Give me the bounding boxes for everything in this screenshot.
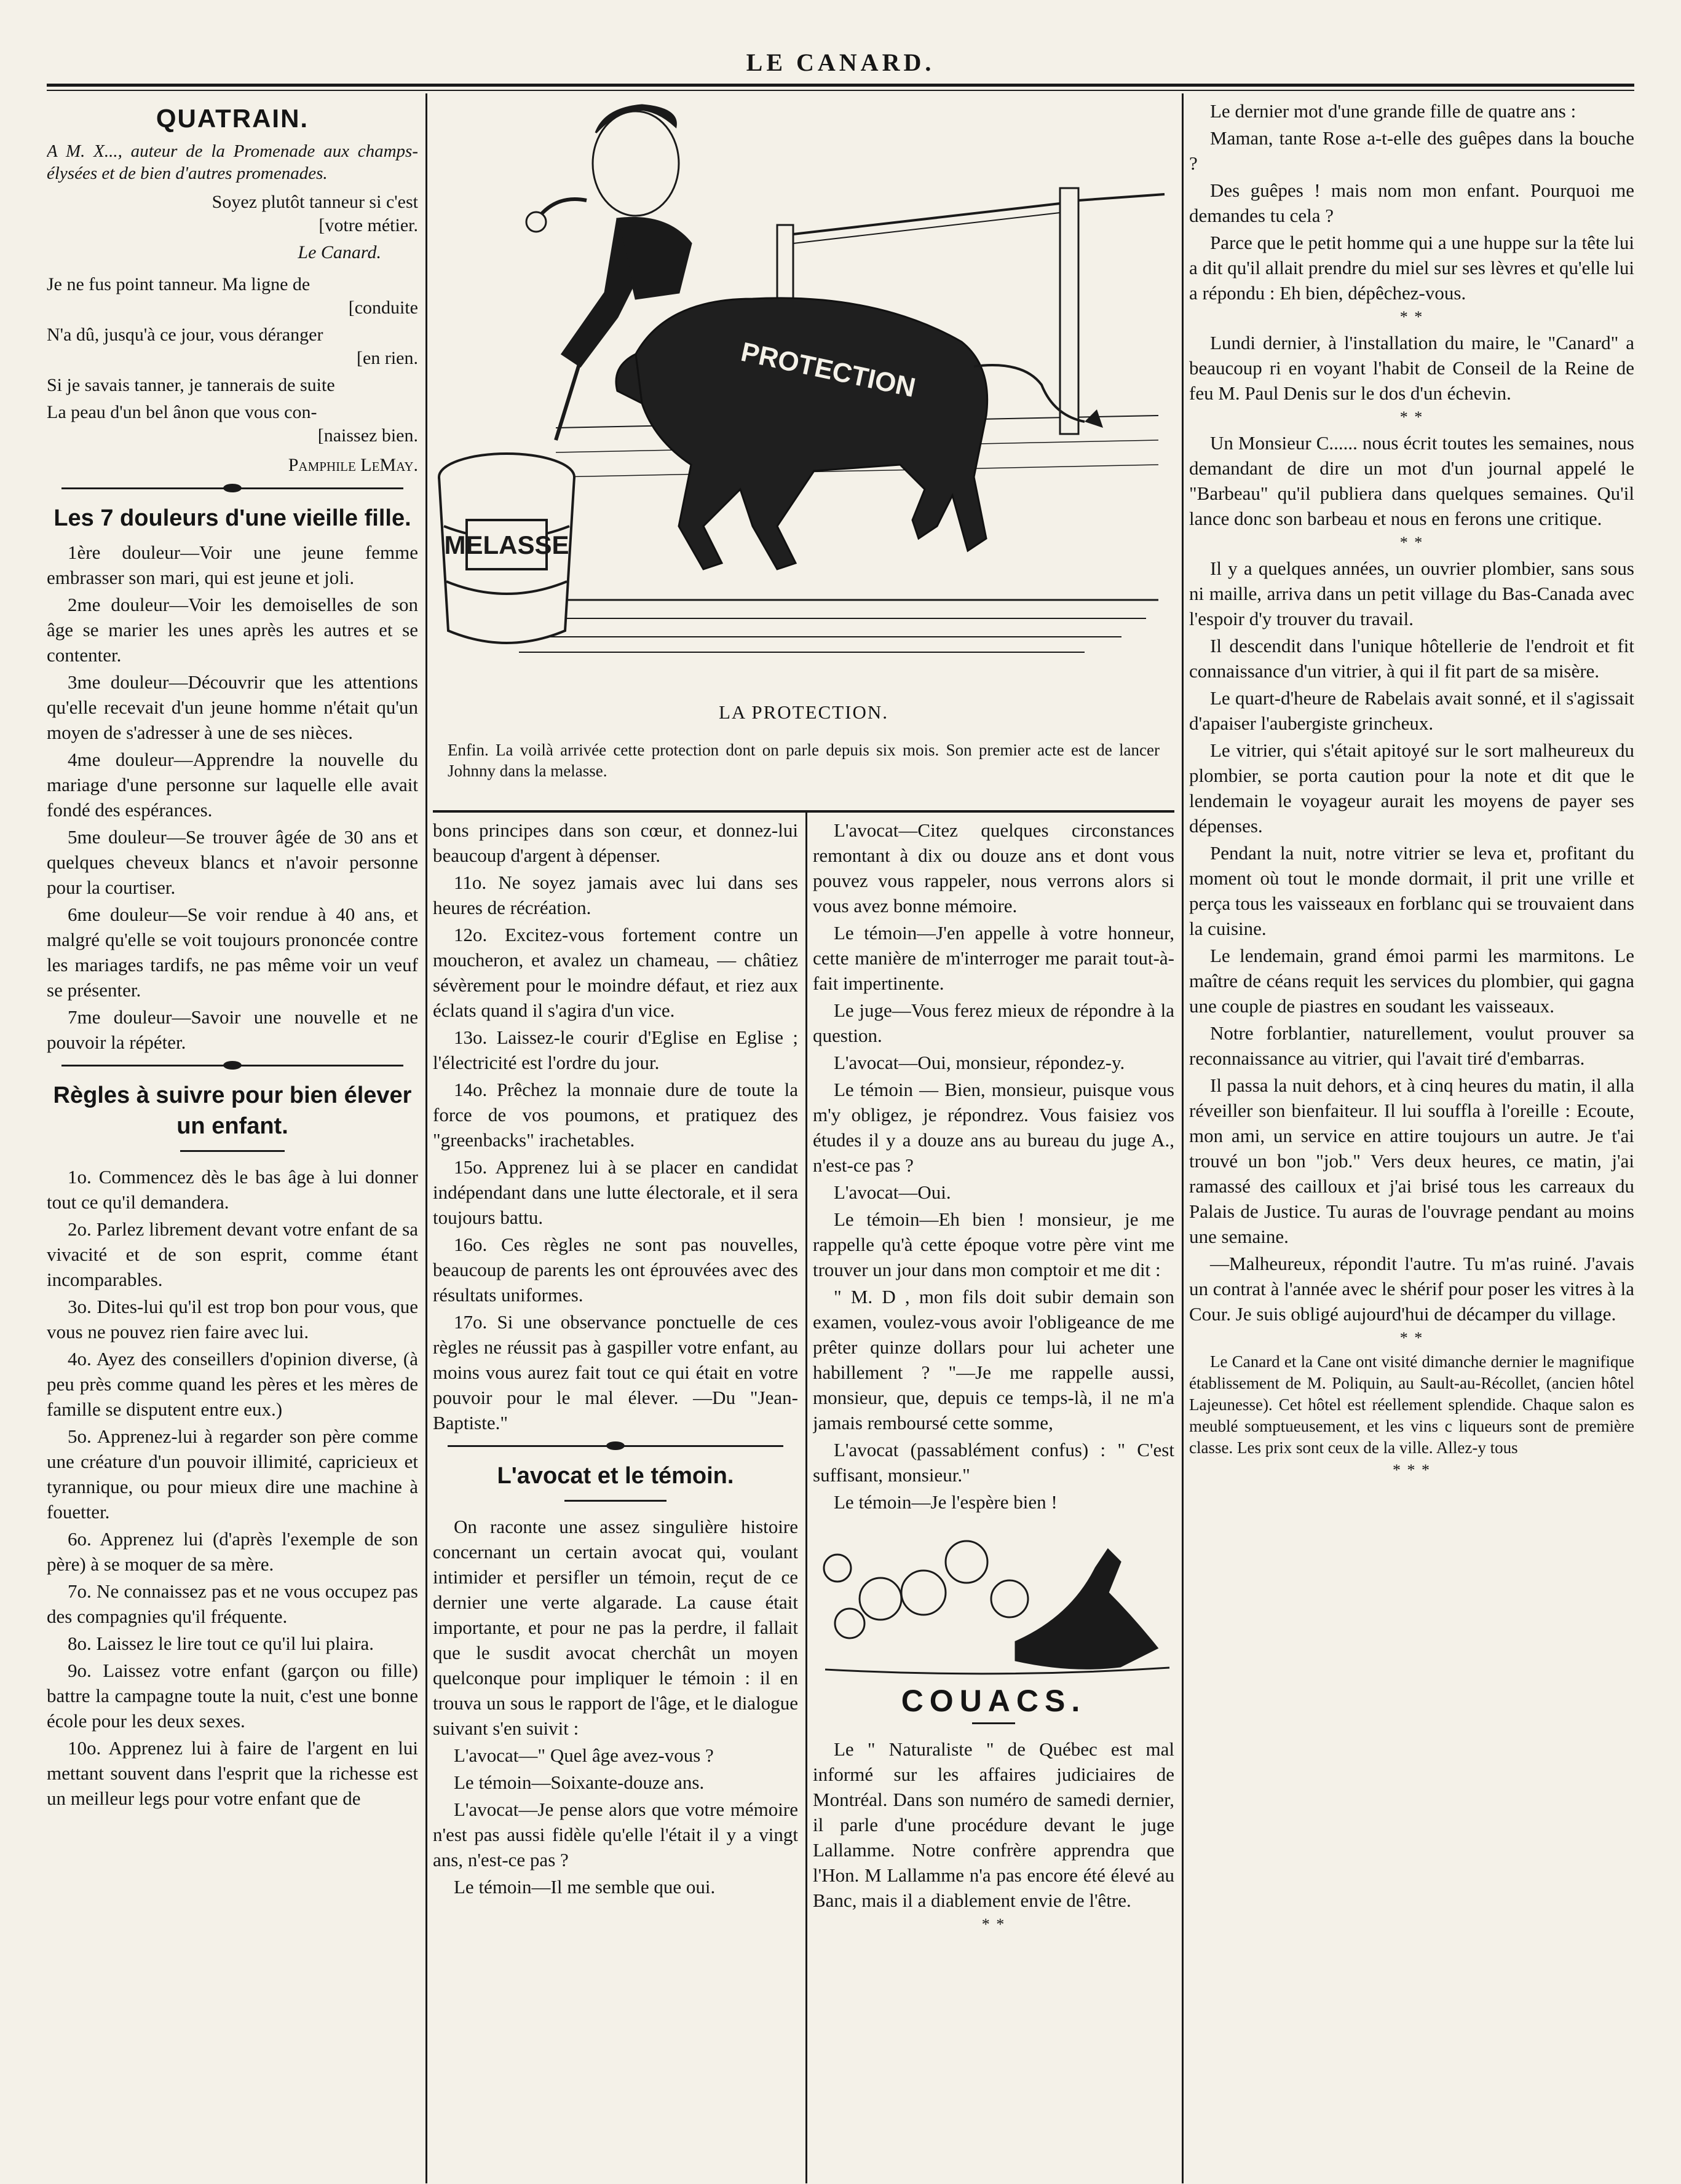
stars-divider: * * [981, 1915, 1006, 1933]
col3-paragraph: Le témoin—J'en appelle à votre honneur, cette manière de m'interroger me parait tout-à-fait impertinente. [813, 922, 1174, 994]
col4-paragraph: —Malheureux, répondit l'autre. Tu m'as ruiné. J'avais un contrat à l'année avec le shérif pour poser les vitres à la Cour. Je suis obligé aujourd'hui de décamper du village. [1189, 1253, 1634, 1325]
cartoon-title: LA PROTECTION. [719, 701, 888, 723]
epigraph-author: Le Canard. [298, 242, 381, 262]
stars-divider: * * * [1393, 1461, 1431, 1479]
col4-paragraph: Des guêpes ! mais nom mon enfant. Pourquoi me demandes tu cela ? [1189, 179, 1634, 226]
regle-item: 7o. Ne connaissez pas et ne vous occupez pas des compagnies qu'il fréquente. [47, 1580, 418, 1627]
col4-paragraph: Il descendit dans l'unique hôtellerie de l'endroit et fit connaissance d'un vitrier, à qui il fit part de sa misère. [1189, 635, 1634, 682]
column-1 [47, 98, 418, 2176]
regle-item: 5o. Apprenez-lui à regarder son père comme une créature d'un pouvoir illimité, capricieux et tyrannique, ou pour mieux dire une machine à fouetter. [47, 1425, 418, 1523]
regle-item: 1o. Commencez dès le bas âge à lui donner tout ce qu'il demandera. [47, 1166, 418, 1213]
avocat-paragraph: L'avocat—Je pense alors que votre mémoire n'est pas aussi fidèle qu'elle l'était il y a vingt ans, n'est-ce pas ? [433, 1799, 798, 1871]
col3-paragraph: L'avocat (passablément confus) : " C'est suffisant, monsieur." [813, 1439, 1174, 1486]
douleur-item: 7me douleur—Savoir une nouvelle et ne pouvoir la répéter. [47, 1006, 418, 1053]
top-rule-thin [47, 90, 1634, 91]
regles-title: Règles à suivre pour bien élever un enfant. [53, 1082, 412, 1139]
couacs-title: COUACS. [901, 1684, 1086, 1718]
regle-item: 4o. Ayez des conseillers d'opinion diverse, (à peu près comme quand les pères et les mères de famille se disputent entre eux.) [47, 1348, 418, 1420]
col4-paragraph: Le dernier mot d'une grande fille de quatre ans : [1210, 100, 1576, 122]
cartoon-caption: Enfin. La voilà arrivée cette protection dont on parle depuis six mois. Son premier acte est de lancer Johnny dans la melasse. [448, 741, 1160, 780]
separator [61, 1065, 403, 1066]
col3-paragraph: L'avocat—Citez quelques circonstances remontant à dix ou douze ans et dont vous pouvez vous rappeler, nous verrons alors si vous avez bonne mémoire. [813, 819, 1174, 917]
avocat-paragraph: Le témoin—Soixante-douze ans. [454, 1772, 705, 1793]
verse-line-2 [47, 323, 418, 370]
col4-paragraph: Le quart-d'heure de Rabelais avait sonné, et il s'agissait d'apaiser l'aubergiste grincheux. [1189, 687, 1634, 734]
col4-paragraph: Lundi dernier, à l'installation du maire, le "Canard" a beaucoup ri en voyant l'habit de Conseil de la Reine de feu M. Paul Denis sur le dos d'un échevin. [1189, 332, 1634, 404]
verse-1-cont: [conduite [348, 298, 418, 318]
col2-paragraph: 11o. Ne soyez jamais avec lui dans ses heures de récréation. [433, 872, 798, 918]
douleur-item: 1ère douleur—Voir une jeune femme embrasser son mari, qui est jeune et joli. [47, 542, 418, 588]
col4-paragraph: Le vitrier, qui s'était apitoyé sur le sort malheureux du plombier, se porta caution pour la note et dit que le lendemain le voyageur aurait les moyens de payer ses dépenses. [1189, 739, 1634, 837]
stars-divider: * * [1399, 1329, 1424, 1347]
quatrain-dedication: A M. X..., auteur de la Promenade aux champs-élysées et de bien d'autres promenades. [47, 141, 418, 183]
cartoon-block [433, 96, 1174, 809]
col4-paragraph: Il passa la nuit dehors, et à cinq heures du matin, il alla réveiller son bienfaiteur. Il lui souffla à l'oreille : Ecoute, mon ami, un service en attire toujours un autre. Je t'ai trouvé un bon "job." Vers deux heures, ce matin, j'ai ramassé des cailloux et j'ai brisé tous les carreaux du Palais de Justice. Tu auras de l'ouvrage pendant au moins une semaine. [1189, 1074, 1634, 1247]
col4-paragraph: Le lendemain, grand émoi parmi les marmitons. Le maître de céans requit les services du plombier, qui gagna une couple de piastres en soudant les vaisseaux. [1189, 945, 1634, 1017]
cartoon-illustration [433, 96, 1174, 686]
stars-divider: * * [1399, 408, 1424, 426]
verse-line-3: Si je savais tanner, je tannerais de suite [47, 375, 335, 395]
cartoon-bottom-rule [433, 810, 1174, 813]
douleur-item: 4me douleur—Apprendre la nouvelle du mariage d'une personne sur laquelle elle avait fondé des espérances. [47, 749, 418, 821]
separator-short [564, 1500, 666, 1502]
regle-item: 6o. Apprenez lui (d'après l'exemple de son père) à se moquer de sa mère. [47, 1528, 418, 1575]
separator [61, 487, 403, 489]
hotel-paragraph: Le Canard et la Cane ont visité dimanche dernier le magnifique établissement de M. Poliquin, au Sault-au-Récollet, (ancien hôtel Lajeunesse). Cet hôtel est réellement splendide. Chaque salon es meublé somptueusement, et les vins c liqueurs sont de première classe. Les prix sont ceux de la ville. Allez-y tous [1189, 1352, 1634, 1457]
column-rule-1 [425, 93, 427, 2183]
col2-paragraph: 17o. Si une observance ponctuelle de ces règles ne réussit pas à gaspiller votre enfant, au moins vous aurez fait tout ce qui était en votre pouvoir pour le mal élever. —Du "Jean-Baptiste." [433, 1311, 798, 1433]
regle-item: 8o. Laissez le lire tout ce qu'il lui plaira. [68, 1633, 374, 1654]
bull-label: PROTECTION [738, 336, 919, 403]
col2-paragraph: 16o. Ces règles ne sont pas nouvelles, beaucoup de parents les ont éprouvées avec des résultats uniformes. [433, 1234, 798, 1306]
regle-item: 3o. Dites-lui qu'il est trop bon pour vous, que vous ne pouvez rien faire avec lui. [47, 1296, 418, 1342]
column-2 [433, 818, 798, 2176]
masthead: LE CANARD. [746, 49, 935, 76]
col3-paragraph: Le témoin—Je l'espère bien ! [834, 1491, 1058, 1513]
col2-paragraph: bons principes dans son cœur, et donnez-lui beaucoup d'argent à dépenser. [433, 819, 798, 866]
col3-paragraph: Le témoin—Eh bien ! monsieur, je me rappelle qu'à cette époque votre père vint me trouver un jour dans mon comptoir et me dit : [813, 1208, 1174, 1280]
verse-2-text: N'a dû, jusqu'à ce jour, vous déranger [47, 325, 323, 345]
col2-paragraph: 14o. Prêchez la monnaie dure de toute la force de vos poumons, et pratiquez des "greenbacks" irachetables. [433, 1079, 798, 1151]
avocat-paragraph: On raconte une assez singulière histoire concernant un certain avocat qui, voulant intimider et persifler un témoin, reçut de ce dernier une verte algarade. La cause était importante, et pour ne pas la perdre, il fallait que le susdit avocat cherchât un moyen quelconque pour impliquer le témoin : il en trouva un sous le rapport de l'âge, et le dialogue suivant s'en suivit : [433, 1516, 798, 1739]
regle-item: 2o. Parlez librement devant votre enfant de sa vivacité et de son esprit, comme étant incomparables. [47, 1218, 418, 1290]
poem-signature: Pamphile LeMay. [288, 455, 418, 475]
douleur-item: 6me douleur—Se voir rendue à 40 ans, et malgré qu'elle se voit toujours prononcée contre les mariages tardifs, ne pas même voir un veuf se présenter. [47, 904, 418, 1001]
col3-paragraph: L'avocat—Oui. [834, 1181, 951, 1203]
verse-4-cont: [naissez bien. [317, 425, 418, 446]
col3-paragraph: " M. D , mon fils doit subir demain son examen, voulez-vous avoir l'obligeance de me prêter quinze dollars pour lui acheter une habillement ? "—Je me rappelle aussi, monsieur, que, depuis ce temps-là, il ne m'a jamais remboursé cette somme, [813, 1286, 1174, 1433]
verse-line-4 [47, 401, 418, 447]
col4-paragraph: Un Monsieur C...... nous écrit toutes les semaines, nous demandant de dire un mot d'un journal appelé le "Barbeau" qu'il publiera dans quelques semaines. Qu'il lance donc son barbeau et nous en ferons une critique. [1189, 432, 1634, 529]
epigraph-line-cont: [votre métier. [318, 215, 418, 235]
avocat-paragraph: L'avocat—" Quel âge avez-vous ? [454, 1744, 714, 1766]
regle-item: 10o. Apprenez lui à faire de l'argent en lui mettant souvent dans l'esprit que la richesse est un meilleur legs pour votre enfant que de [47, 1737, 418, 1809]
col2-paragraph: 15o. Apprenez lui à se placer en candidat indépendant dans une lutte électorale, et il sera toujours battu. [433, 1156, 798, 1228]
regle-item: 9o. Laissez votre enfant (garçon ou fille) battre la campagne toute la nuit, c'est une bonne école pour les deux sexes. [47, 1660, 418, 1732]
column-3 [813, 818, 1174, 2176]
col3-paragraph: L'avocat—Oui, monsieur, répondez-y. [834, 1052, 1125, 1073]
verse-line-1 [47, 273, 418, 320]
column-rule-3 [1182, 93, 1184, 2183]
couacs-paragraph: Le " Naturaliste " de Québec est mal informé sur les affaires judiciaires de Montréal. Dans son numéro de samedi dernier, il parle d'une procédure devant le juge Lallamme. Notre confrère apprendra que l'Hon. M Lallamme n'a pas encore été élevé au Banc, mais il a diablement envie de l'être. [813, 1738, 1174, 1911]
avocat-paragraph: Le témoin—Il me semble que oui. [454, 1876, 716, 1898]
avocat-title: L'avocat et le témoin. [497, 1463, 734, 1489]
douleurs-title: Les 7 douleurs d'une vieille fille. [53, 505, 411, 531]
separator-short [972, 1722, 1016, 1724]
bull [616, 298, 987, 569]
couacs-illustration [813, 1525, 1174, 1679]
col4-paragraph: Parce que le petit homme qui a une huppe sur la tête lui a dit qu'il allait prendre du miel sur ses lèvres et qu'elle lui a répondu : Eh bien, dépêchez-vous. [1189, 232, 1634, 304]
quatrain-title: QUATRAIN. [156, 104, 309, 133]
stars-divider: * * [1399, 534, 1424, 551]
separator-short [180, 1150, 284, 1152]
verse-2-cont: [en rien. [357, 348, 418, 368]
barrel-label: MELASSE [444, 530, 569, 559]
douleur-item: 5me douleur—Se trouver âgée de 30 ans et quelques cheveux blancs et n'avoir personne pour la courtiser. [47, 826, 418, 898]
separator [448, 1445, 783, 1447]
col3-paragraph: Le témoin — Bien, monsieur, puisque vous m'y obligez, je répondrez. Vous faisiez vos études il y a douze ans au bureau du juge A., n'est-ce pas ? [813, 1079, 1174, 1176]
col4-paragraph: Pendant la nuit, notre vitrier se leva et, profitant du moment où tout le monde dormait, il prit une vrille et perça tous les vaisseaux en forblanc qui se trouvaient dans la cuisine. [1189, 842, 1634, 939]
top-rule [47, 84, 1634, 87]
douleur-item: 3me douleur—Découvrir que les attentions qu'elle recevait d'un jeune homme n'était qu'un moyen de s'adresser à une de ses nièces. [47, 671, 418, 743]
col2-paragraph: 13o. Laissez-le courir d'Eglise en Eglise ; l'électricité est l'ordre du jour. [433, 1027, 798, 1073]
epigraph-line: Soyez plutôt tanneur si c'est [212, 192, 418, 212]
column-4 [1189, 98, 1634, 2176]
col3-paragraph: Le juge—Vous ferez mieux de répondre à la question. [813, 999, 1174, 1046]
col2-paragraph: 12o. Excitez-vous fortement contre un moucheron, et avalez un chameau, — châtiez sévèrement pour le moindre défaut, et riez aux éclats quand il s'agira d'un vice. [433, 924, 798, 1021]
stars-divider: * * [1399, 308, 1424, 326]
col4-paragraph: Maman, tante Rose a-t-elle des guêpes dans la bouche ? [1189, 127, 1634, 174]
douleur-item: 2me douleur—Voir les demoiselles de son âge se marier les unes après les autres et se contenter. [47, 594, 418, 666]
verse-1-text: Je ne fus point tanneur. Ma ligne de [47, 274, 310, 294]
col4-paragraph: Notre forblantier, naturellement, voulut prouver sa reconnaissance au vitrier, qui l'avait tiré d'embarras. [1189, 1022, 1634, 1069]
column-rule-2 [805, 811, 807, 2183]
col4-paragraph: Il y a quelques années, un ouvrier plombier, sans sous ni maille, arriva dans un petit village du Bas-Canada avec l'espoir d'y trouver du travail. [1189, 558, 1634, 629]
verse-4-text: La peau d'un bel ânon que vous con- [47, 402, 317, 422]
